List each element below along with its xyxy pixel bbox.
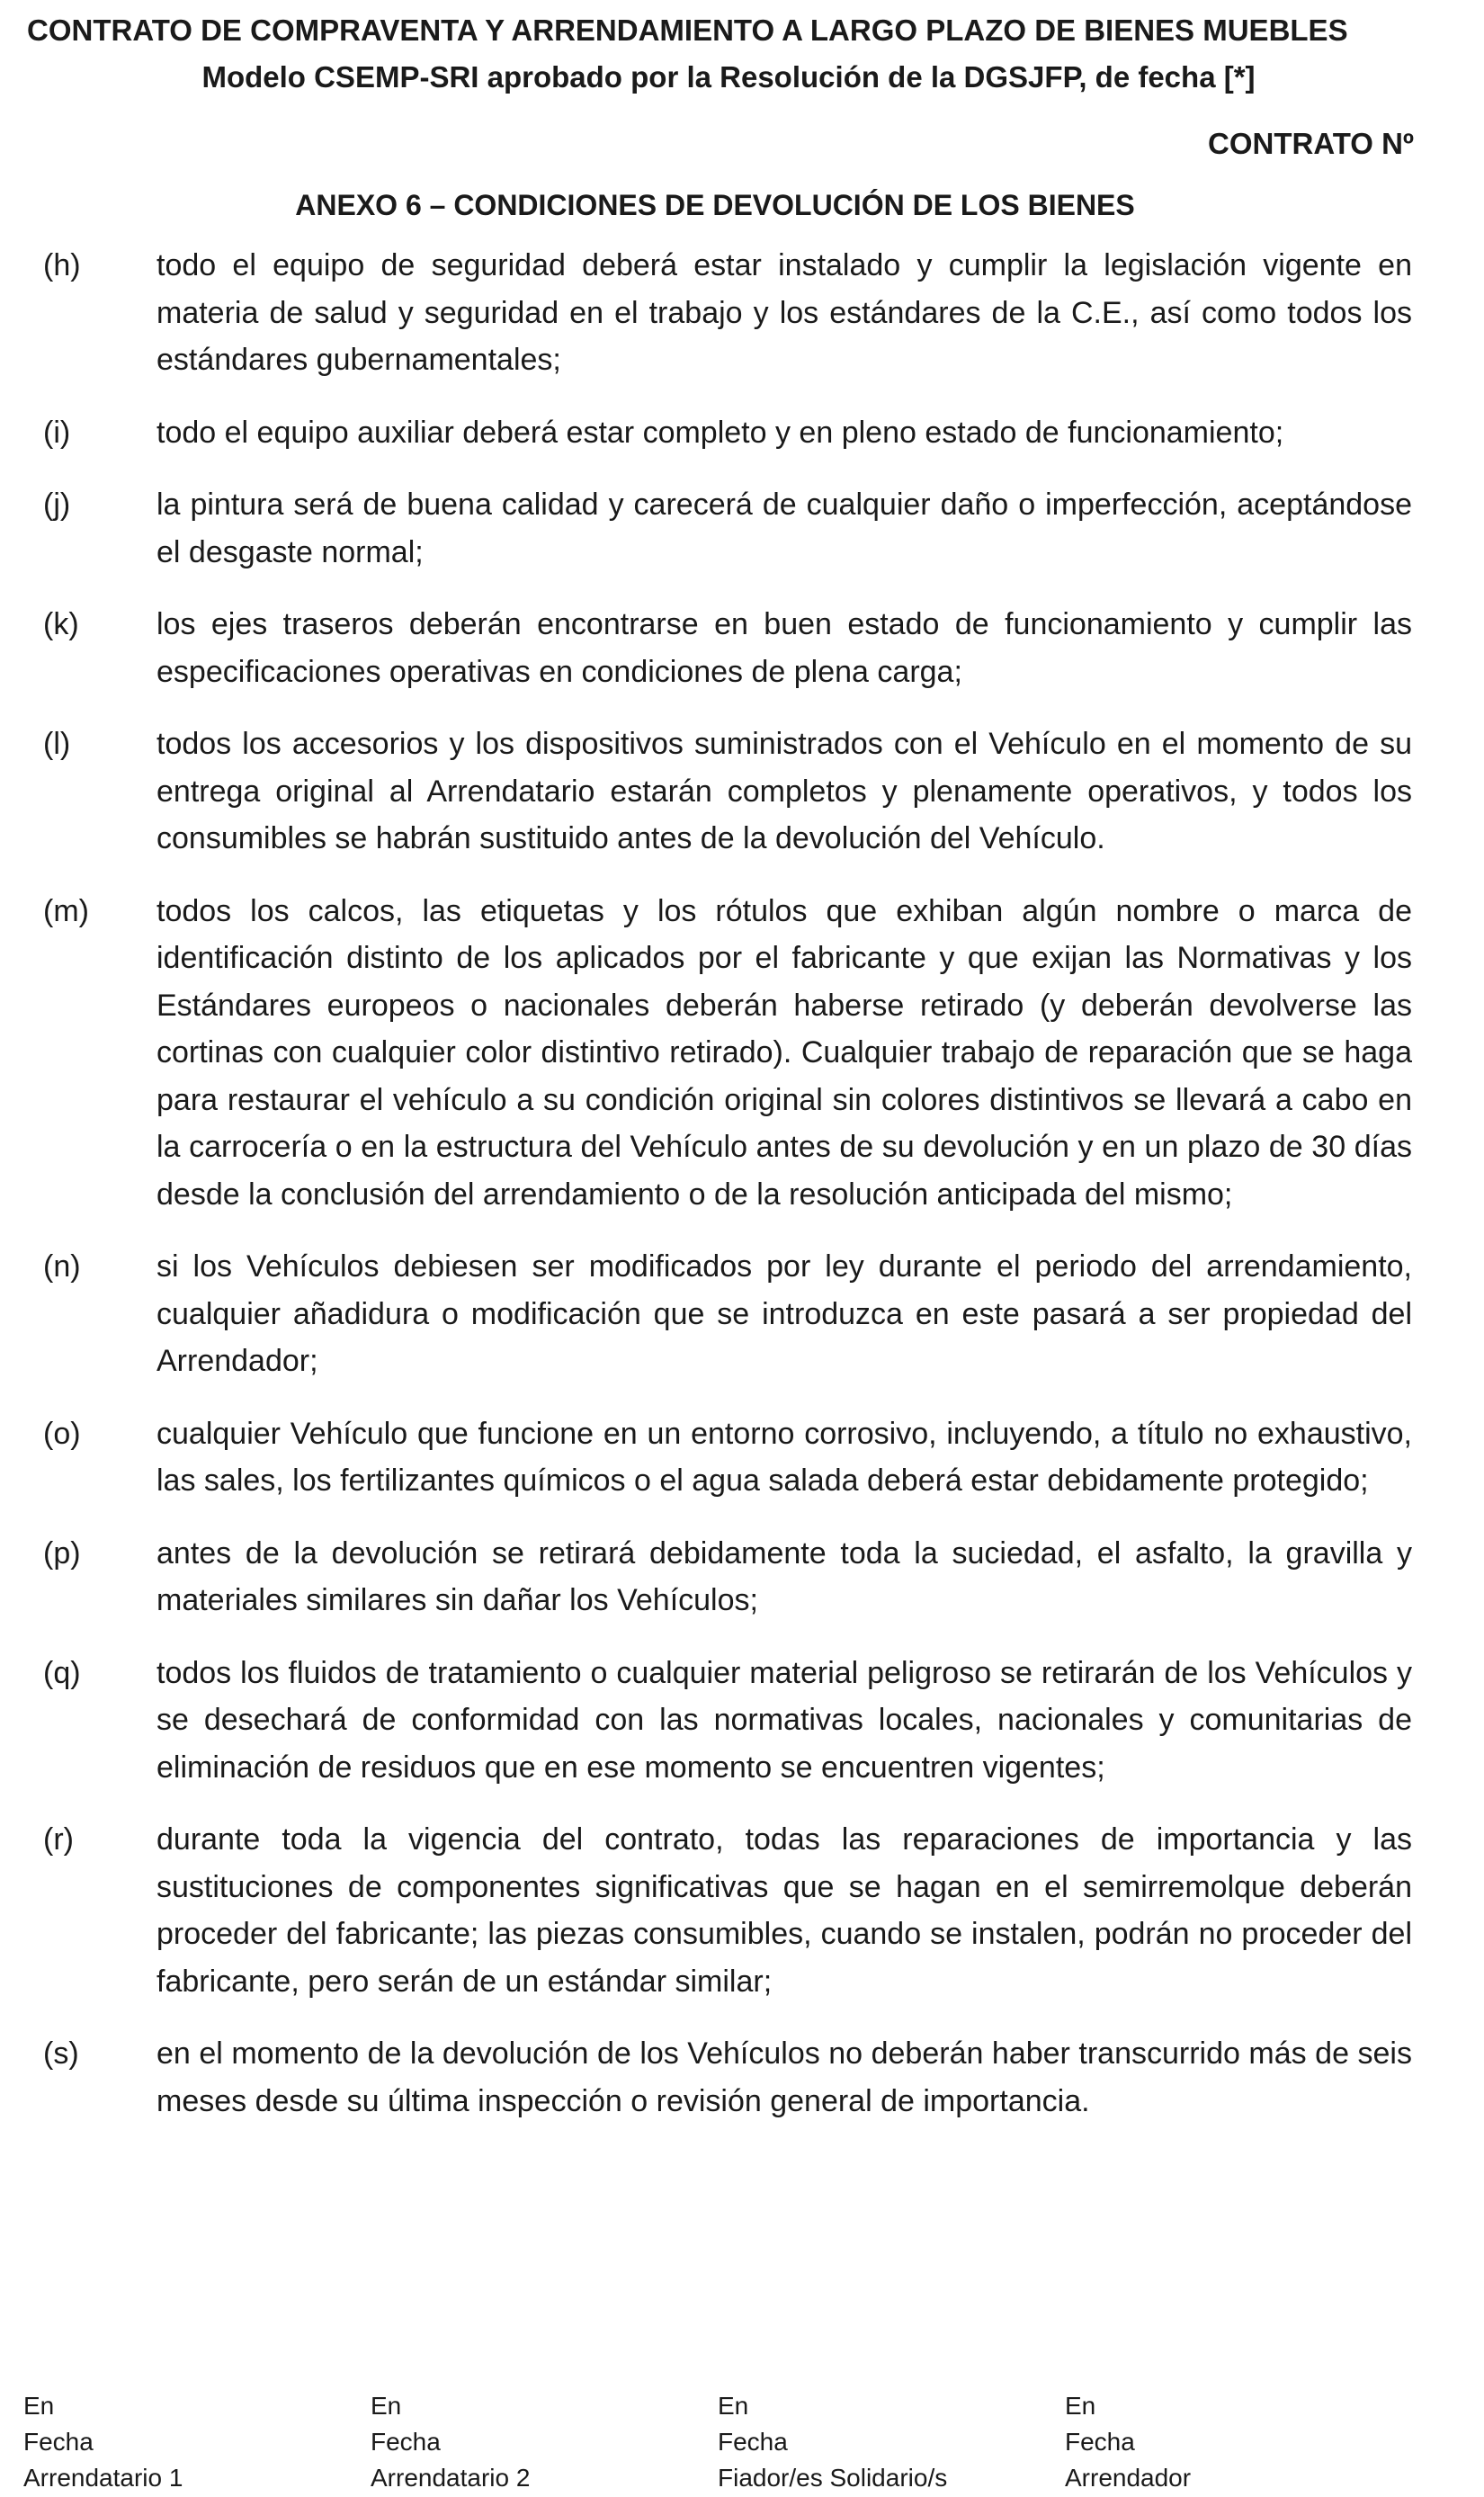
annex-title: ANEXO 6 – CONDICIONES DE DEVOLUCIÓN DE LOS BIENES bbox=[295, 189, 1135, 221]
clause-item bbox=[43, 1410, 1412, 1505]
clause-text: los ejes traseros deberán encontrarse en buen estado de funcionamiento y cumplir las especificaciones operativas en condiciones de plena carga; bbox=[156, 607, 1412, 689]
clause-item bbox=[43, 1530, 1412, 1624]
clause-list bbox=[43, 242, 1412, 2150]
clause-label: (l) bbox=[43, 727, 71, 761]
signature-column-arrendatario-1 bbox=[23, 2388, 371, 2496]
document-subtitle: Modelo CSEMP-SRI aprobado por la Resolución de la DGSJFP, de fecha [*] bbox=[201, 60, 1256, 94]
clause-item bbox=[43, 1650, 1412, 1792]
clause-item bbox=[43, 1816, 1412, 2005]
clause-item bbox=[43, 601, 1412, 695]
clause-label: (p) bbox=[43, 1535, 81, 1571]
signature-place-label: En bbox=[718, 2392, 749, 2420]
contract-number: CONTRATO Nº bbox=[1208, 127, 1414, 160]
clause-text: todo el equipo de seguridad deberá estar instalado y cumplir la legislación vigente en materia de salud y seguridad en el trabajo y los estándares de la C.E., así como todos los estándares gubernamentales; bbox=[156, 248, 1412, 377]
clause-item bbox=[43, 409, 1412, 457]
clause-item bbox=[43, 481, 1412, 576]
clause-text: la pintura será de buena calidad y carecerá de cualquier daño o imperfección, aceptándose el desgaste normal; bbox=[156, 488, 1412, 569]
signature-place-label: En bbox=[23, 2392, 55, 2420]
signature-column-arrendador bbox=[1065, 2388, 1412, 2496]
clause-text: todos los accesorios y los dispositivos suministrados con el Vehículo en el momento de su entrega original al Arrendatario estarán completos y plenamente operativos, y todos los consumibles se habrán sustituido antes de la devolución del Vehículo. bbox=[156, 727, 1412, 855]
clause-label: (m) bbox=[43, 893, 89, 928]
clause-label: (o) bbox=[43, 1416, 81, 1451]
signature-block bbox=[23, 2388, 1426, 2496]
clause-label: (k) bbox=[43, 607, 79, 641]
signature-party-label: Arrendatario 1 bbox=[23, 2464, 183, 2492]
signature-date-label: Fecha bbox=[23, 2428, 94, 2456]
clause-text: si los Vehículos debiesen ser modificados por ley durante el periodo del arrendamiento, cualquier añadidura o modificación que se introduzca en este pasará a ser propiedad del Arrendador; bbox=[156, 1249, 1412, 1378]
signature-date-label: Fecha bbox=[371, 2428, 441, 2456]
clause-label: (r) bbox=[43, 1822, 74, 1857]
clause-label: (j) bbox=[43, 488, 71, 522]
clause-label: (s) bbox=[43, 2036, 79, 2071]
clause-text: antes de la devolución se retirará debidamente toda la suciedad, el asfalto, la gravilla y materiales similares sin dañar los Vehículos; bbox=[156, 1535, 1412, 1617]
clause-text: durante toda la vigencia del contrato, todas las reparaciones de importancia y las sustituciones de componentes significativas que se hagan en el semirremolque deberán proceder del fabricante; las piezas consumibles, cuando se instalen, podrán no proceder del fabricante, pero serán de un estándar similar; bbox=[156, 1822, 1412, 1999]
clause-label: (n) bbox=[43, 1249, 81, 1284]
document-title: CONTRATO DE COMPRAVENTA Y ARRENDAMIENTO A LARGO PLAZO DE BIENES MUEBLES bbox=[27, 13, 1348, 47]
signature-date-label: Fecha bbox=[1065, 2428, 1135, 2456]
clause-item bbox=[43, 242, 1412, 384]
clause-label: (h) bbox=[43, 248, 81, 282]
clause-text: cualquier Vehículo que funcione en un entorno corrosivo, incluyendo, a título no exhaustivo, las sales, los fertilizantes químicos o el agua salada deberá estar debidamente protegido; bbox=[156, 1416, 1412, 1498]
signature-party-label: Arrendatario 2 bbox=[371, 2464, 531, 2492]
clause-text: en el momento de la devolución de los Vehículos no deberán haber transcurrido más de seis meses desde su última inspección o revisión general de importancia. bbox=[156, 2036, 1412, 2118]
signature-party-label: Fiador/es Solidario/s bbox=[718, 2464, 948, 2492]
clause-label: (i) bbox=[43, 415, 71, 450]
clause-text: todo el equipo auxiliar deberá estar completo y en pleno estado de funcionamiento; bbox=[156, 415, 1284, 450]
clause-item bbox=[43, 2030, 1412, 2125]
signature-place-label: En bbox=[1065, 2392, 1096, 2420]
signature-date-label: Fecha bbox=[718, 2428, 788, 2456]
clause-item bbox=[43, 720, 1412, 863]
clause-text: todos los calcos, las etiquetas y los rótulos que exhiban algún nombre o marca de identificación distinto de los aplicados por el fabricante y que exijan las Normativas y los Estándares europeos o nacionales deberán haberse retirado (y deberán devolverse las cortinas con cualquier color distintivo retirado). Cualquier trabajo de reparación que se haga para restaurar el vehículo a su condición original sin colores distintivos se llevará a cabo en la carrocería o en la estructura del Vehículo antes de su devolución y en un plazo de 30 días desde la conclusión del arrendamiento o de la resolución anticipada del mismo; bbox=[156, 893, 1412, 1212]
clause-item bbox=[43, 888, 1412, 1219]
clause-text: todos los fluidos de tratamiento o cualquier material peligroso se retirarán de los Vehículos y se desechará de conformidad con las normativas locales, nacionales y comunitarias de eliminación de residuos que en ese momento se encuentren vigentes; bbox=[156, 1655, 1412, 1785]
signature-column-arrendatario-2 bbox=[371, 2388, 718, 2496]
signature-column-fiador bbox=[718, 2388, 1065, 2496]
signature-party-label: Arrendador bbox=[1065, 2464, 1192, 2492]
clause-item bbox=[43, 1243, 1412, 1385]
clause-label: (q) bbox=[43, 1655, 81, 1690]
signature-place-label: En bbox=[371, 2392, 402, 2420]
